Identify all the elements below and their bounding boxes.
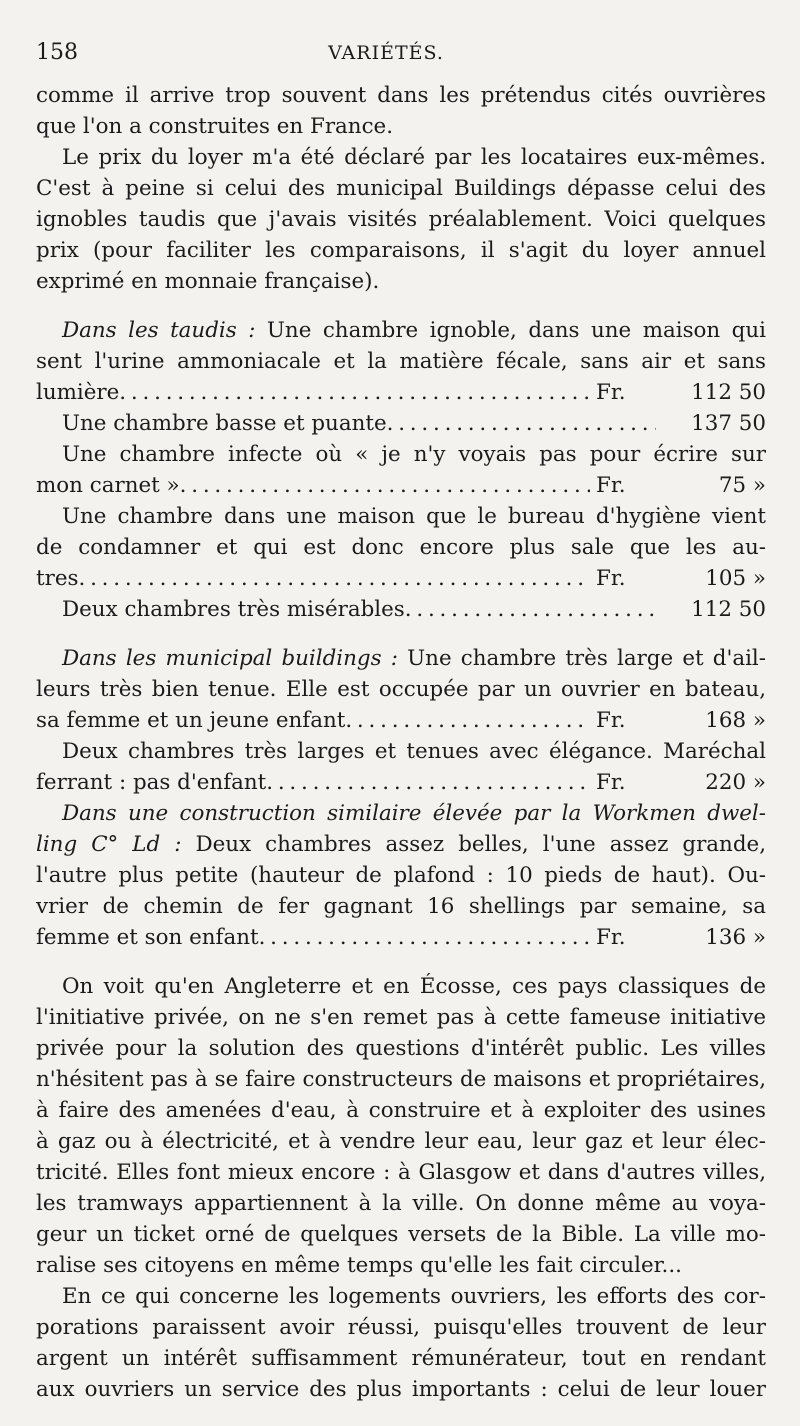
running-header <box>36 40 766 80</box>
text-line: tricité. Elles font mieux encore : à Glasgow et dans d'autres villes, <box>36 1160 766 1185</box>
text-line: Une chambre dans une maison que le bureau d'hygiène vient <box>62 504 766 529</box>
closing-paragraphs <box>36 971 766 1405</box>
text-line: On voit qu'en Angleterre et en Écosse, ces pays classiques de <box>62 974 766 999</box>
text-line: n'hésitent pas à se faire constructeurs de maisons et propriétaires, <box>36 1067 766 1092</box>
price-entry: Deux chambres très misérables . . . 112 50 <box>36 594 766 625</box>
section-lead: Dans les taudis : <box>62 318 256 343</box>
page-number: 158 <box>36 40 78 65</box>
running-title: VARIÉTÉS. <box>328 42 444 64</box>
text-line: leurs très bien tenue. Elle est occupée par un ouvrier en bateau, <box>36 677 766 702</box>
text-line: de condamner et qui est donc encore plus sale que les au- <box>36 535 766 560</box>
text-line: geur un ticket orné de quelques versets de la Bible. La ville mo- <box>36 1222 766 1247</box>
text-line: à gaz ou à électricité, et à vendre leur eau, leur gaz et leur élec- <box>36 1129 766 1154</box>
text-line: Une chambre infecte où « je n'y voyais pas pour écrire sur <box>62 442 766 467</box>
text-line: à faire des amenées d'eau, à construire et à exploiter des usines <box>36 1098 766 1123</box>
municipal-intro: Dans les municipal buildings : Une chambre très large et d'ail- <box>62 646 766 671</box>
text-line: Deux chambres très larges et tenues avec élégance. Maréchal <box>62 739 766 764</box>
page-body <box>36 80 766 1405</box>
price-entry: mon carnet » . . . Fr. 75 » <box>36 470 766 501</box>
text-line: ralise ses citoyens en même temps qu'elle les fait circuler... <box>36 1253 682 1278</box>
text-line: sent l'urine ammoniacale et la matière fécale, sans air et sans <box>36 349 766 374</box>
text-line: exprimé en monnaie française). <box>36 269 380 294</box>
text-line: l'initiative privée, on ne s'en remet pas à cette fameuse initiative <box>36 1005 766 1030</box>
text-line: privée pour la solution des questions d'intérêt public. Les villes <box>36 1036 766 1061</box>
text-line: aux ouvriers un service des plus importants : celui de leur louer <box>36 1377 766 1402</box>
text-line: C'est à peine si celui des municipal Buildings dépasse celui des <box>36 176 766 201</box>
text-line: porations paraissent avoir réussi, puisqu'elles trouvent de leur <box>36 1315 766 1340</box>
price-entry: Une chambre basse et puante . . . 137 50 <box>36 408 766 439</box>
text-line: que l'on a construites en France. <box>36 114 394 139</box>
text-line: ling C° Ld : Deux chambres assez belles, l'une assez grande, <box>36 832 766 857</box>
section-lead: Dans les municipal buildings : <box>62 646 398 671</box>
text-line: prix (pour faciliter les comparaisons, il s'agit du loyer annuel <box>36 238 766 263</box>
text-line: les tramways appartiennent à la ville. On donne même au voya- <box>36 1191 766 1216</box>
text-line: En ce qui concerne les logements ouvriers, les efforts des cor- <box>62 1284 766 1309</box>
text-line: Dans une construction similaire élevée par la Workmen dwel- <box>62 801 766 826</box>
text-line: argent un intérêt suffisamment rémunérateur, tout en rendant <box>36 1346 766 1371</box>
text-line: Le prix du loyer m'a été déclaré par les locataires eux-mêmes. <box>62 145 766 170</box>
text-line: l'autre plus petite (hauteur de plafond : 10 pieds de haut). Ou- <box>36 863 766 888</box>
price-entry: sa femme et un jeune enfant . . . Fr. 168 » <box>36 705 766 736</box>
text-line: vrier de chemin de fer gagnant 16 shellings par semaine, sa <box>36 894 766 919</box>
price-entry: femme et son enfant . . . Fr. 136 » <box>36 922 766 953</box>
text-line: comme il arrive trop souvent dans les prétendus cités ouvrières <box>36 83 766 108</box>
text-line: ignobles taudis que j'avais visités préalablement. Voici quelques <box>36 207 766 232</box>
price-entry: tres . . . Fr. 105 » <box>36 563 766 594</box>
taudis-intro: Dans les taudis : Une chambre ignoble, dans une maison qui <box>62 318 766 343</box>
price-entry: lumière . . . Fr. 112 50 <box>36 377 766 408</box>
price-entry: ferrant : pas d'enfant . . . Fr. 220 » <box>36 767 766 798</box>
